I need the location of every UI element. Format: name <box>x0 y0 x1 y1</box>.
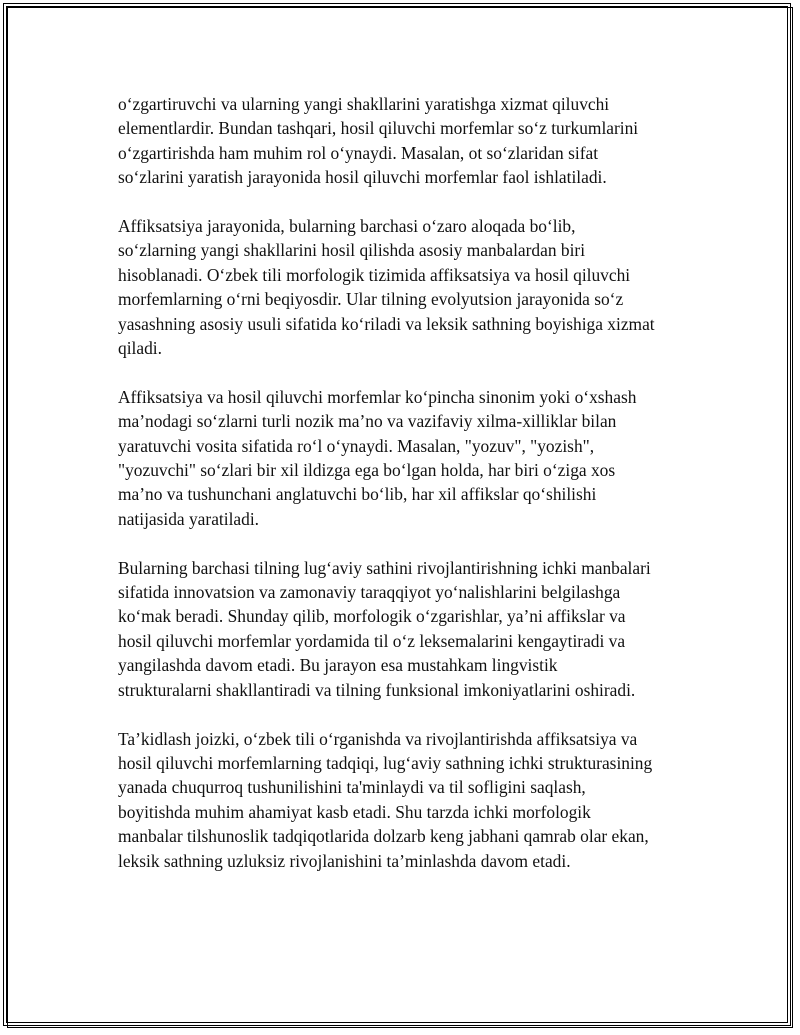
paragraph-1 <box>118 92 698 190</box>
text-line: natijasida yaratiladi. <box>118 508 260 529</box>
text-line: ko‘mak beradi. Shunday qilib, morfologik o‘zgarishlar, ya’ni affikslar va <box>118 606 626 627</box>
paragraph-5 <box>118 727 698 873</box>
text-line: sifatida innovatsion va zamonaviy taraqqiyot yo‘nalishlarini belgilashga <box>118 582 621 603</box>
text-line: ma’nodagi so‘zlarni turli nozik ma’no va vazifaviy xilma-xilliklar bilan <box>118 411 617 432</box>
text-line: yasashning asosiy usuli sifatida ko‘riladi va leksik sathning boyishiga xizmat <box>118 313 655 334</box>
text-line: hosil qiluvchi morfemlar yordamida til o‘z leksemalarini kengaytiradi va <box>118 630 626 651</box>
text-line: elementlardir. Bundan tashqari, hosil qiluvchi morfemlar so‘z turkumlarini <box>118 118 639 139</box>
text-line: Affiksatsiya jarayonida, bularning barchasi o‘zaro aloqada bo‘lib, <box>118 216 576 237</box>
text-line: boyitishda muhim ahamiyat kasb etadi. Shu tarzda ichki morfologik <box>118 801 591 822</box>
text-line: so‘zlarning yangi shakllarini hosil qilishda asosiy manbalardan biri <box>118 240 586 261</box>
text-line: Ta’kidlash joizki, o‘zbek tili o‘rganishda va rivojlantirishda affiksatsiya va <box>118 728 638 749</box>
text-line: yaratuvchi vosita sifatida ro‘l o‘ynaydi. Masalan, "yozuv", "yozish", <box>118 435 595 456</box>
text-line: morfemlarning o‘rni beqiyosdir. Ular tilning evolyutsion jarayonida so‘z <box>118 289 624 310</box>
text-line: hisoblanadi. O‘zbek tili morfologik tizimida affiksatsiya va hosil qiluvchi <box>118 264 631 285</box>
paragraph-2 <box>118 214 698 360</box>
text-line: hosil qiluvchi morfemlarning tadqiqi, lug‘aviy sathning ichki strukturasining <box>118 752 653 773</box>
text-line: Bularning barchasi tilning lug‘aviy sathini rivojlantirishning ichki manbalari <box>118 557 651 578</box>
text-line: so‘zlarini yaratish jarayonida hosil qiluvchi morfemlar faol ishlatiladi. <box>118 167 607 188</box>
text-line: manbalar tilshunoslik tadqiqotlarida dolzarb keng jabhani qamrab olar ekan, <box>118 826 649 847</box>
text-line: qiladi. <box>118 338 162 359</box>
paragraph-3 <box>118 385 698 531</box>
text-line: yanada chuqurroq tushunilishini ta'minlaydi va til sofligini saqlash, <box>118 777 586 798</box>
text-line: ma’no va tushunchani anglatuvchi bo‘lib, har xil affikslar qo‘shilishi <box>118 484 597 505</box>
document-body <box>118 92 698 897</box>
paragraph-4 <box>118 556 698 702</box>
text-line: Affiksatsiya va hosil qiluvchi morfemlar ko‘pincha sinonim yoki o‘xshash <box>118 386 637 407</box>
text-line: "yozuvchi" so‘zlari bir xil ildizga ega bo‘lgan holda, har biri o‘ziga xos <box>118 460 616 481</box>
text-line: o‘zgartiruvchi va ularning yangi shakllarini yaratishga xizmat qiluvchi <box>118 94 610 114</box>
text-line: o‘zgartirishda ham muhim rol o‘ynaydi. Masalan, ot so‘zlaridan sifat <box>118 142 599 163</box>
text-line: yangilashda davom etadi. Bu jarayon esa mustahkam lingvistik <box>118 655 558 676</box>
text-line: leksik sathning uzluksiz rivojlanishini ta’minlashda davom etadi. <box>118 850 571 871</box>
text-line: strukturalarni shakllantiradi va tilning funksional imkoniyatlarini oshiradi. <box>118 679 636 700</box>
